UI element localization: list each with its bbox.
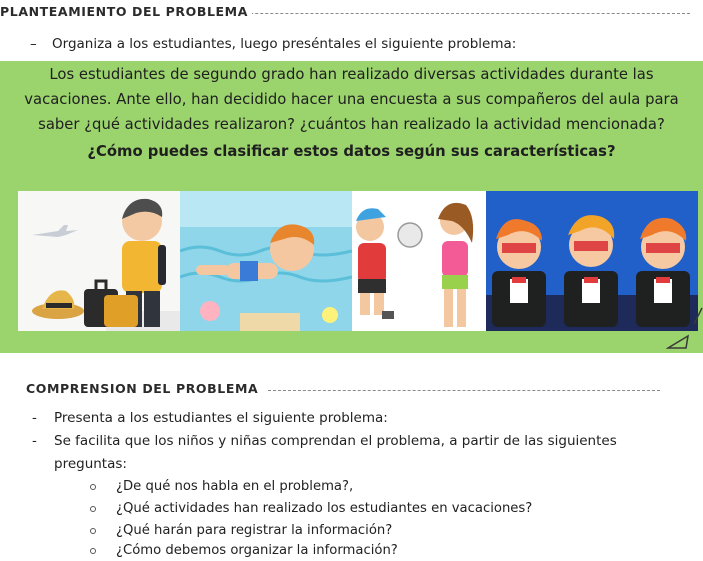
corner-mark-icon xyxy=(694,306,703,326)
instruction-label: Organiza a los estudiantes, luego preséntales el siguiente problema: xyxy=(52,36,517,52)
section-title-comprension: COMPRENSION DEL PROBLEMA xyxy=(26,381,262,396)
problem-line-1: Los estudiantes de segundo grado han realizado diversas actividades durante las xyxy=(49,66,654,83)
comprension-item-2-cont: preguntas: xyxy=(54,456,127,472)
question-2 xyxy=(116,501,532,516)
question-label: ¿Qué actividades han realizado los estudiantes en vacaciones? xyxy=(116,501,533,516)
problem-line-2: vacaciones. Ante ello, han decidido hacer una encuesta a sus compañeros del aula para xyxy=(24,91,679,108)
problem-question: ¿Cómo puedes clasificar estos datos según sus características? xyxy=(87,143,616,160)
circle-bullet-icon xyxy=(90,528,96,534)
circle-bullet-icon xyxy=(90,548,96,554)
question-label: ¿De qué nos habla en el problema?, xyxy=(116,479,354,494)
question-4 xyxy=(116,543,398,558)
volleyball-photo xyxy=(352,191,486,331)
question-3 xyxy=(116,523,392,538)
question-label: ¿Qué harán para registrar la información? xyxy=(116,523,393,538)
problem-line-3: saber ¿qué actividades realizaron? ¿cuántos han realizado la actividad mencionada? xyxy=(38,116,665,133)
circle-bullet-icon xyxy=(90,506,96,512)
dash-bullet: - xyxy=(32,433,37,449)
instruction-text xyxy=(30,36,516,52)
question-label: ¿Cómo debemos organizar la información? xyxy=(116,543,398,558)
dash-bullet: – xyxy=(30,36,37,52)
travel-photo xyxy=(18,191,180,331)
cinema-photo xyxy=(486,191,698,331)
section-title-planteamiento: PLANTEAMIENTO DEL PROBLEMA xyxy=(0,4,252,19)
circle-bullet-icon xyxy=(90,484,96,490)
comprension-item-1 xyxy=(32,410,388,426)
comprension-item-2 xyxy=(32,433,617,449)
section-divider xyxy=(268,390,660,391)
comprension-item-label: Presenta a los estudiantes el siguiente problema: xyxy=(54,410,388,426)
comprension-item-label: Se facilita que los niños y niñas comprendan el problema, a partir de las siguientes xyxy=(54,433,617,449)
section-divider xyxy=(200,13,690,14)
dash-bullet: - xyxy=(32,410,37,426)
swimming-photo xyxy=(180,191,352,331)
question-1 xyxy=(116,479,353,494)
corner-mark-icon xyxy=(666,334,690,350)
